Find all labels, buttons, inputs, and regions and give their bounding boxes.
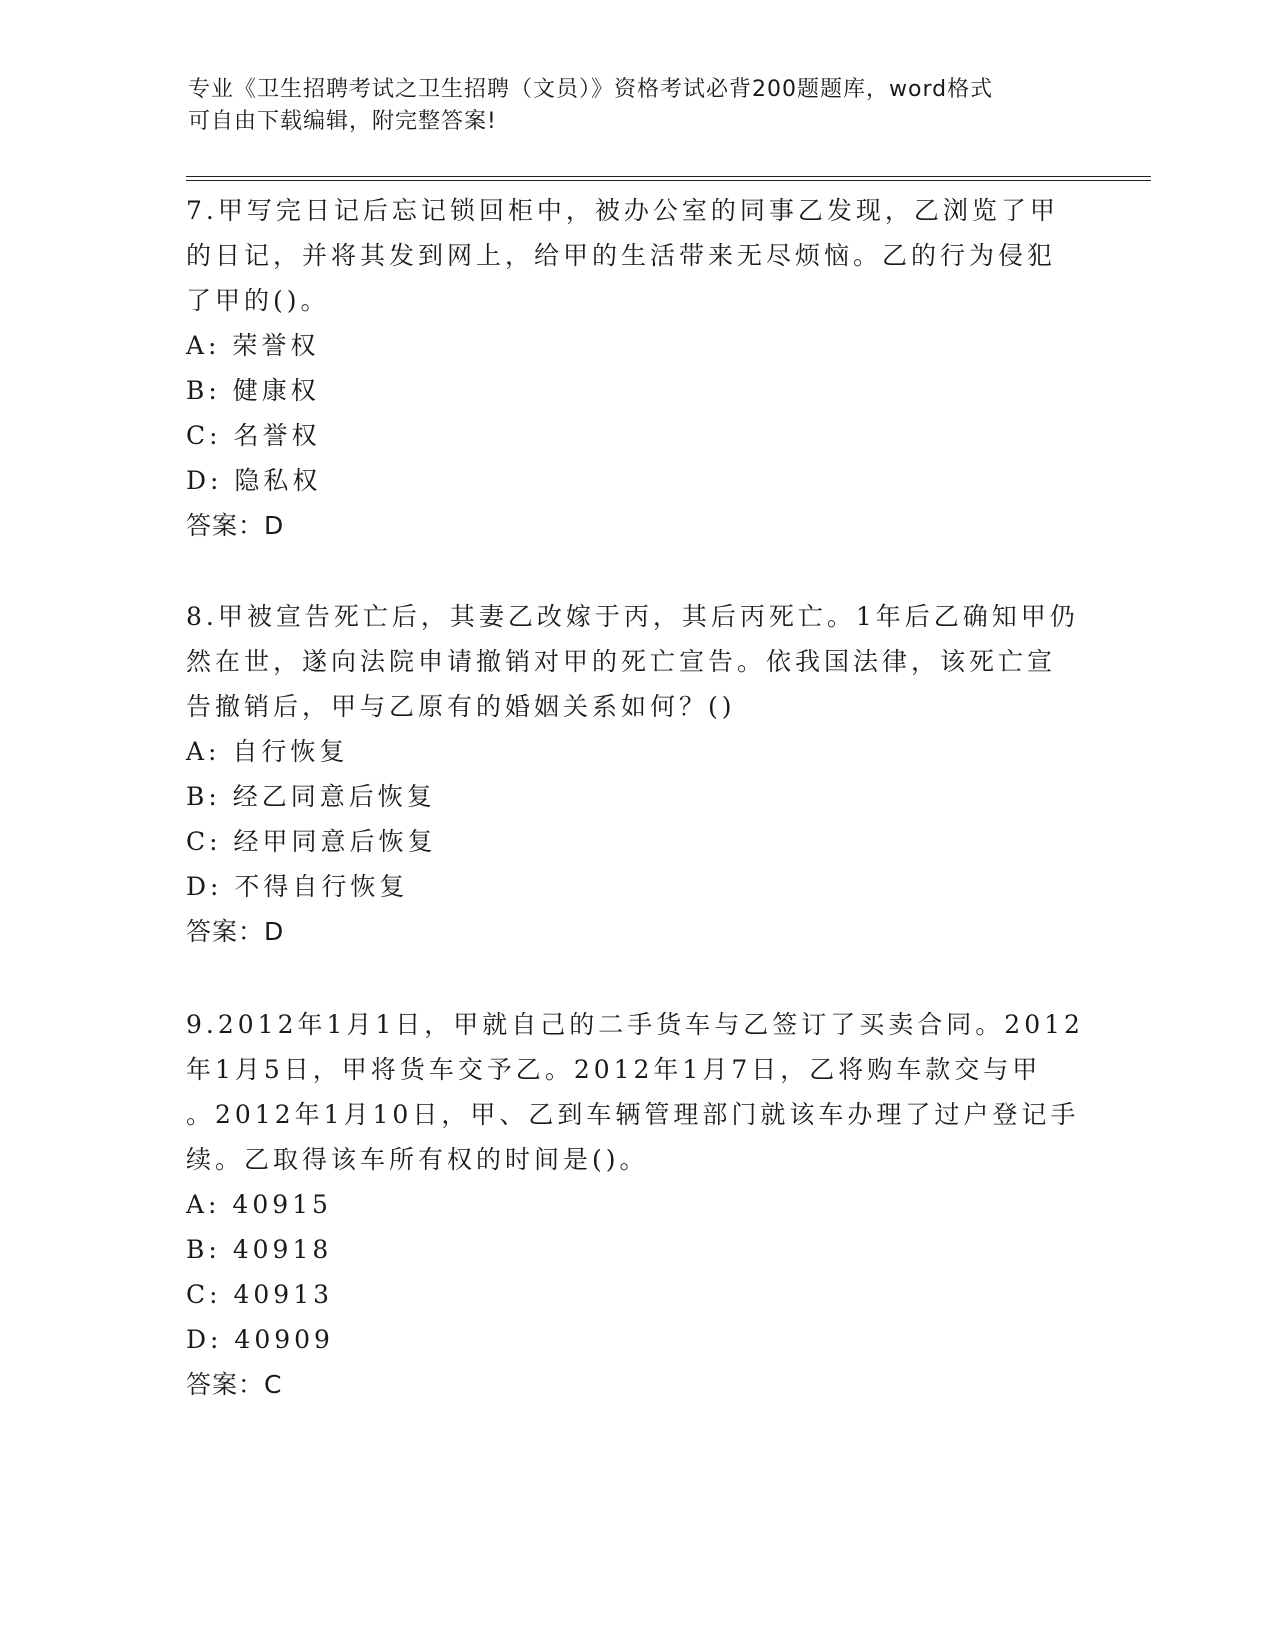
option-a: A: 自行恢复 <box>186 737 349 766</box>
question-9 <box>186 1002 1086 1407</box>
header-line-1: 专业《卫生招聘考试之卫生招聘（文员）》资格考试必背200题题库，word格式 <box>188 77 994 102</box>
question-stem-line: 年1月5日，甲将货车交予乙。2012年1月7日，乙将购车款交与甲 <box>186 1055 1042 1084</box>
document-header <box>188 74 1068 138</box>
question-stem-line: 然在世，遂向法院申请撤销对甲的死亡宣告。依我国法律，该死亡宣 <box>186 647 1057 676</box>
question-stem-line: 7.甲写完日记后忘记锁回柜中，被办公室的同事乙发现，乙浏览了甲 <box>186 196 1059 225</box>
question-stem-line: 了甲的()。 <box>186 286 330 315</box>
answer-line: 答案：C <box>186 1370 283 1399</box>
answer-line: 答案：D <box>186 511 285 540</box>
question-stem-line: 告撤销后，甲与乙原有的婚姻关系如何？() <box>186 692 736 721</box>
option-c: C: 经甲同意后恢复 <box>186 827 437 856</box>
question-stem-line: 的日记，并将其发到网上，给甲的生活带来无尽烦恼。乙的行为侵犯 <box>186 241 1057 270</box>
option-d: D: 隐私权 <box>186 466 322 495</box>
answer-line: 答案：D <box>186 917 285 946</box>
question-stem-line: 续。乙取得该车所有权的时间是()。 <box>186 1145 649 1174</box>
header-divider <box>186 176 1151 181</box>
option-b: B: 健康权 <box>186 376 320 405</box>
option-c: C: 名誉权 <box>186 421 321 450</box>
option-d: D: 40909 <box>186 1325 334 1354</box>
question-stem-line: 8.甲被宣告死亡后，其妻乙改嫁于丙，其后丙死亡。1年后乙确知甲仍 <box>186 602 1079 631</box>
option-a: A: 40915 <box>186 1190 332 1219</box>
header-line-2: 可自由下载编辑，附完整答案! <box>188 109 497 134</box>
option-a: A: 荣誉权 <box>186 331 320 360</box>
option-b: B: 经乙同意后恢复 <box>186 782 436 811</box>
option-d: D: 不得自行恢复 <box>186 872 409 901</box>
option-b: B: 40918 <box>186 1235 333 1264</box>
question-stem-line: 9.2012年1月1日，甲就自己的二手货车与乙签订了买卖合同。2012 <box>186 1010 1084 1039</box>
question-7 <box>186 188 1086 548</box>
question-8 <box>186 594 1086 954</box>
question-stem-line: 。2012年1月10日，甲、乙到车辆管理部门就该车办理了过户登记手 <box>186 1100 1080 1129</box>
option-c: C: 40913 <box>186 1280 334 1309</box>
